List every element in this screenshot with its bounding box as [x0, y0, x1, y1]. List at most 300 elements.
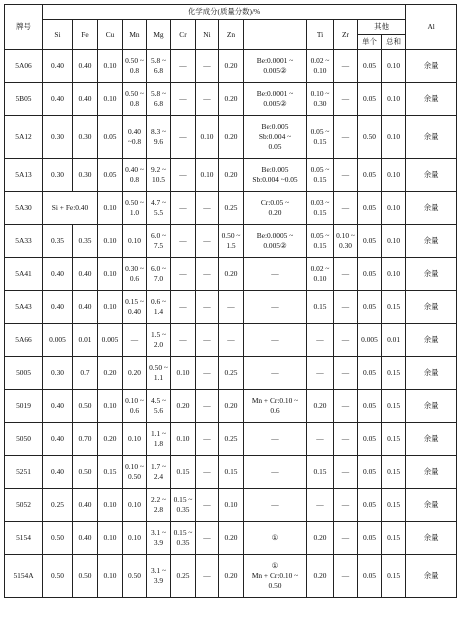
cell-line: — [316, 368, 324, 377]
cell-line: 0.30 [313, 99, 327, 108]
cell-cu: 0.05 [98, 116, 123, 159]
cell-line: Be:0.005 [261, 165, 289, 174]
cell-grade: 5A33 [5, 225, 43, 258]
cell-al: 余量 [406, 50, 457, 83]
cell-note [244, 83, 307, 116]
cell-al: 余量 [406, 357, 457, 390]
table-row [5, 116, 457, 159]
cell-line: 0.15 ~ [125, 297, 144, 306]
cell-si: 0.40 [43, 456, 73, 489]
cell-line: — [271, 368, 279, 377]
cell-zr: — [334, 555, 358, 598]
cell-single: 0.05 [358, 390, 382, 423]
cell-line: 0.15 [313, 208, 327, 217]
cell-total: 0.15 [382, 522, 406, 555]
header-al: Al [406, 5, 457, 50]
cell-line: 0.10 ~ [310, 89, 330, 98]
cell-note [244, 291, 307, 324]
cell-total: 0.15 [382, 489, 406, 522]
cell-line: Sb:0.004 ~0.05 [252, 175, 298, 184]
cell-zr: — [334, 159, 358, 192]
cell-line: 3.1 ~ [150, 566, 167, 575]
cell-mn [123, 324, 147, 357]
cell-mn [123, 192, 147, 225]
cell-single: 0.50 [358, 116, 382, 159]
cell-zn: 0.20 [219, 522, 244, 555]
cell-single: 0.05 [358, 83, 382, 116]
cell-line: 0.30 [339, 241, 352, 250]
cell-fe: 0.40 [73, 50, 98, 83]
table-row [5, 423, 457, 456]
cell-note [244, 522, 307, 555]
cell-line: Mn + Cr:0.10 ~ [251, 571, 299, 580]
table-row [5, 357, 457, 390]
cell-line: 4.5 ~ [150, 396, 167, 405]
cell-line: 0.10 ~ [336, 231, 355, 240]
cell-ni: — [196, 50, 219, 83]
cell-zn: — [219, 291, 244, 324]
cell-mg [147, 159, 171, 192]
cell-mg [147, 555, 171, 598]
cell-line: Be:0.0001 ~ [256, 89, 294, 98]
cell-mg [147, 489, 171, 522]
table-row [5, 258, 457, 291]
cell-ni: 0.10 [196, 116, 219, 159]
composition-table [4, 4, 457, 598]
cell-zn: 0.20 [219, 555, 244, 598]
table-row [5, 192, 457, 225]
cell-line: — [271, 500, 279, 509]
cell-line: 1.1 ~ [150, 429, 167, 438]
cell-single: 0.05 [358, 159, 382, 192]
cell-line: 0.8 [129, 66, 140, 75]
cell-zn [219, 225, 244, 258]
cell-mn [123, 390, 147, 423]
cell-line: 0.6 [129, 274, 140, 283]
table-row [5, 291, 457, 324]
cell-mn [123, 522, 147, 555]
cell-line: 4.7 ~ [150, 198, 167, 207]
header-other-total: 总和 [382, 35, 406, 50]
cell-line: 0.8 [129, 175, 140, 184]
cell-cr: 0.10 [171, 357, 196, 390]
cell-line: 0.15 [313, 467, 327, 476]
cell-line: — [316, 434, 324, 443]
header-zr: Zr [334, 20, 358, 50]
table-row [5, 390, 457, 423]
cell-mg [147, 225, 171, 258]
cell-line: 0.50 ~ [149, 363, 168, 372]
cell-al: 余量 [406, 83, 457, 116]
cell-line: 0.6 [129, 406, 140, 415]
cell-ti [307, 423, 334, 456]
cell-zn: — [219, 324, 244, 357]
cell-ni: — [196, 555, 219, 598]
cell-mg [147, 357, 171, 390]
cell-ti [307, 192, 334, 225]
cell-grade: 5B05 [5, 83, 43, 116]
table-row [5, 555, 457, 598]
cell-cr: 0.10 [171, 423, 196, 456]
cell-fe: 0.40 [73, 522, 98, 555]
cell-zr: — [334, 291, 358, 324]
cell-line: 5.6 [153, 406, 164, 415]
cell-total: 0.15 [382, 456, 406, 489]
cell-note [244, 489, 307, 522]
table-row [5, 489, 457, 522]
cell-ni: — [196, 357, 219, 390]
cell-cu: 0.10 [98, 489, 123, 522]
cell-zr: — [334, 50, 358, 83]
cell-cr: — [171, 159, 196, 192]
cell-line: 6.8 [153, 99, 164, 108]
cell-si: 0.30 [43, 357, 73, 390]
cell-line: 5.8 ~ [150, 89, 167, 98]
cell-ni: — [196, 83, 219, 116]
cell-si: Si + Fe:0.40 [43, 192, 98, 225]
cell-line: 1.7 ~ [150, 462, 167, 471]
cell-ni: — [196, 258, 219, 291]
cell-al: 余量 [406, 225, 457, 258]
table-row [5, 324, 457, 357]
cell-line: 3.1 ~ [150, 528, 167, 537]
cell-si: 0.40 [43, 83, 73, 116]
cell-si: 0.005 [43, 324, 73, 357]
cell-line: 0.10 [128, 500, 141, 509]
cell-si: 0.35 [43, 225, 73, 258]
cell-zn: 0.15 [219, 456, 244, 489]
cell-total: 0.15 [382, 291, 406, 324]
cell-line: 0.10 [313, 274, 327, 283]
cell-grade: 5005 [5, 357, 43, 390]
cell-ti [307, 390, 334, 423]
cell-line: 0.50 ~ [125, 198, 144, 207]
cell-zr: — [334, 258, 358, 291]
cell-line: 2.8 [153, 505, 164, 514]
cell-line: 8.3 ~ [150, 127, 167, 136]
cell-line: 0.40 [128, 307, 141, 316]
cell-ni: 0.10 [196, 159, 219, 192]
cell-line: 2.2 ~ [150, 495, 167, 504]
cell-si: 0.25 [43, 489, 73, 522]
cell-line: 0.8 [129, 99, 140, 108]
cell-line: 6.8 [153, 66, 164, 75]
cell-zr: — [334, 456, 358, 489]
cell-zr [334, 225, 358, 258]
cell-line: ① [271, 561, 279, 570]
cell-line: 0.15 [313, 137, 327, 146]
cell-mn [123, 291, 147, 324]
cell-zn: 0.20 [219, 50, 244, 83]
cell-line: 2.0 [153, 340, 164, 349]
cell-mg [147, 83, 171, 116]
cell-zn: 0.25 [219, 357, 244, 390]
cell-total: 0.10 [382, 83, 406, 116]
cell-fe: 0.40 [73, 258, 98, 291]
cell-ti [307, 456, 334, 489]
cell-zr: — [334, 489, 358, 522]
cell-line: 0.50 [268, 581, 282, 590]
cell-cu: 0.20 [98, 357, 123, 390]
cell-note [244, 116, 307, 159]
cell-line: 0.20 [313, 533, 327, 542]
cell-line: 6.0 ~ [150, 231, 167, 240]
cell-zr: — [334, 357, 358, 390]
cell-line: 0.20 [268, 208, 282, 217]
cell-single: 0.05 [358, 357, 382, 390]
cell-line: 6.0 ~ [150, 264, 167, 273]
header-note [244, 20, 307, 50]
cell-total: 0.10 [382, 225, 406, 258]
cell-line: Be:0.0005 ~ [256, 231, 294, 240]
cell-line: — [271, 467, 279, 476]
cell-cu: 0.10 [98, 50, 123, 83]
cell-fe: 0.30 [73, 116, 98, 159]
cell-grade: 5052 [5, 489, 43, 522]
cell-al: 余量 [406, 423, 457, 456]
cell-mn [123, 357, 147, 390]
cell-si: 0.50 [43, 555, 73, 598]
cell-al: 余量 [406, 192, 457, 225]
cell-line: — [271, 269, 279, 278]
cell-line: 0.10 [128, 533, 141, 542]
cell-al: 余量 [406, 116, 457, 159]
cell-cr [171, 522, 196, 555]
cell-total: 0.15 [382, 555, 406, 598]
cell-zn: 0.25 [219, 423, 244, 456]
cell-grade: 5154A [5, 555, 43, 598]
cell-mg [147, 456, 171, 489]
cell-cr: 0.20 [171, 390, 196, 423]
cell-line: Mn + Cr:0.10 ~ [251, 396, 299, 405]
cell-ti [307, 324, 334, 357]
cell-single: 0.05 [358, 456, 382, 489]
cell-ti [307, 357, 334, 390]
cell-line: 0.50 [128, 571, 141, 580]
cell-mg [147, 522, 171, 555]
cell-cr: 0.25 [171, 555, 196, 598]
cell-line: 0.30 ~ [125, 264, 144, 273]
cell-line: 0.02 ~ [310, 264, 330, 273]
table-row [5, 159, 457, 192]
cell-total: 0.15 [382, 390, 406, 423]
cell-zr: — [334, 83, 358, 116]
header-cu: Cu [98, 20, 123, 50]
cell-line: — [316, 500, 324, 509]
cell-note [244, 159, 307, 192]
cell-line: 5.5 [153, 208, 164, 217]
cell-ni: — [196, 225, 219, 258]
cell-line: 0.15 ~ [173, 528, 193, 537]
cell-line: 0.10 [128, 236, 141, 245]
cell-single: 0.05 [358, 291, 382, 324]
cell-zr: — [334, 324, 358, 357]
composition-table-container [4, 4, 456, 598]
cell-ti [307, 258, 334, 291]
cell-cr: — [171, 291, 196, 324]
cell-line: 2.4 [153, 472, 164, 481]
cell-line: — [271, 335, 279, 344]
cell-line: 0.02 ~ [310, 56, 330, 65]
cell-line: Be:0.005 [261, 122, 289, 131]
cell-line: 0.15 [313, 241, 327, 250]
cell-line: 0.40 ~ [125, 165, 144, 174]
cell-ni: — [196, 324, 219, 357]
cell-zr: — [334, 522, 358, 555]
header-si: Si [43, 20, 73, 50]
cell-fe: 0.35 [73, 225, 98, 258]
cell-line: 1.5 [226, 241, 236, 250]
cell-line: 0.6 ~ [150, 297, 167, 306]
table-row [5, 522, 457, 555]
cell-line: — [130, 335, 139, 344]
cell-ni: — [196, 456, 219, 489]
cell-zr: — [334, 116, 358, 159]
cell-ni: — [196, 522, 219, 555]
cell-mn [123, 225, 147, 258]
cell-mg [147, 390, 171, 423]
cell-ti [307, 489, 334, 522]
cell-mn [123, 116, 147, 159]
cell-cr: 0.15 [171, 456, 196, 489]
cell-ti [307, 159, 334, 192]
cell-zr: — [334, 423, 358, 456]
cell-si: 0.30 [43, 159, 73, 192]
cell-zn: 0.20 [219, 159, 244, 192]
cell-al: 余量 [406, 390, 457, 423]
cell-al: 余量 [406, 456, 457, 489]
cell-total: 0.15 [382, 357, 406, 390]
composition-table-body [5, 50, 457, 598]
cell-cr: — [171, 324, 196, 357]
cell-mn [123, 50, 147, 83]
cell-cu: 0.005 [98, 324, 123, 357]
cell-line: 0.005② [263, 241, 287, 250]
cell-line: 0.35 [176, 538, 190, 547]
cell-zn: 0.20 [219, 258, 244, 291]
cell-line: Cr:0.05 ~ [260, 198, 290, 207]
cell-cu: 0.10 [98, 258, 123, 291]
cell-ni: — [196, 291, 219, 324]
cell-fe: 0.30 [73, 159, 98, 192]
cell-single: 0.05 [358, 489, 382, 522]
cell-ti [307, 116, 334, 159]
cell-cr: — [171, 50, 196, 83]
header-mg: Mg [147, 20, 171, 50]
cell-cu: 0.10 [98, 522, 123, 555]
cell-fe: 0.40 [73, 291, 98, 324]
cell-ni: — [196, 489, 219, 522]
cell-line: Be:0.0001 ~ [256, 56, 294, 65]
cell-note [244, 456, 307, 489]
header-other: 其他 [358, 20, 406, 35]
cell-cr: — [171, 258, 196, 291]
cell-mg [147, 116, 171, 159]
cell-note [244, 258, 307, 291]
cell-fe: 0.50 [73, 555, 98, 598]
cell-line: 1.5 ~ [150, 330, 167, 339]
cell-line: 0.05 ~ [310, 127, 330, 136]
cell-cu: 0.10 [98, 225, 123, 258]
header-fe: Fe [73, 20, 98, 50]
cell-si: 0.30 [43, 116, 73, 159]
cell-single: 0.05 [358, 50, 382, 83]
cell-line: — [271, 302, 279, 311]
cell-grade: 5251 [5, 456, 43, 489]
cell-si: 0.40 [43, 291, 73, 324]
cell-mn [123, 489, 147, 522]
cell-ti [307, 291, 334, 324]
cell-single: 0.05 [358, 225, 382, 258]
cell-fe: 0.40 [73, 83, 98, 116]
cell-line: 0.50 ~ [125, 56, 144, 65]
cell-line: 0.05 ~ [310, 231, 330, 240]
cell-line: Sb:0.004 ~ [258, 132, 292, 141]
header-ti: Ti [307, 20, 334, 50]
cell-line: — [316, 335, 324, 344]
cell-fe: 0.40 [73, 489, 98, 522]
cell-note [244, 225, 307, 258]
cell-line: 1.1 [153, 373, 164, 382]
cell-si: 0.40 [43, 423, 73, 456]
cell-si: 0.40 [43, 258, 73, 291]
cell-single: 0.005 [358, 324, 382, 357]
cell-mn [123, 456, 147, 489]
cell-ti [307, 83, 334, 116]
cell-cu: 0.10 [98, 390, 123, 423]
header-other-single: 单个 [358, 35, 382, 50]
cell-fe: 0.50 [73, 390, 98, 423]
table-row [5, 225, 457, 258]
cell-zn: 0.25 [219, 192, 244, 225]
cell-cr: — [171, 116, 196, 159]
cell-line: 0.10 ~ [125, 462, 144, 471]
header-zn: Zn [219, 20, 244, 50]
cell-cu: 0.10 [98, 83, 123, 116]
table-row [5, 83, 457, 116]
cell-si: 0.50 [43, 522, 73, 555]
cell-zr: — [334, 192, 358, 225]
cell-total: 0.10 [382, 159, 406, 192]
cell-line: 3.9 [153, 576, 164, 585]
cell-grade: 5A41 [5, 258, 43, 291]
cell-al: 余量 [406, 522, 457, 555]
cell-line: 0.15 ~ [173, 495, 193, 504]
cell-line: 0.15 [313, 175, 327, 184]
cell-line: ~0.8 [127, 137, 142, 146]
cell-mn [123, 83, 147, 116]
cell-mg [147, 258, 171, 291]
cell-grade: 5A06 [5, 50, 43, 83]
cell-ni: — [196, 192, 219, 225]
cell-note [244, 423, 307, 456]
cell-line: 10.5 [152, 175, 165, 184]
cell-single: 0.05 [358, 522, 382, 555]
cell-note [244, 390, 307, 423]
header-composition: 化学成分(质量分数)/% [43, 5, 406, 20]
cell-si: 0.40 [43, 50, 73, 83]
cell-line: 0.10 [128, 434, 141, 443]
cell-mg [147, 50, 171, 83]
cell-cu: 0.20 [98, 423, 123, 456]
cell-line: 0.05 ~ [310, 165, 330, 174]
cell-cu: 0.10 [98, 555, 123, 598]
cell-ti [307, 555, 334, 598]
cell-al: 余量 [406, 489, 457, 522]
cell-cu: 0.05 [98, 159, 123, 192]
cell-line: 0.005② [263, 99, 287, 108]
cell-total: 0.10 [382, 50, 406, 83]
